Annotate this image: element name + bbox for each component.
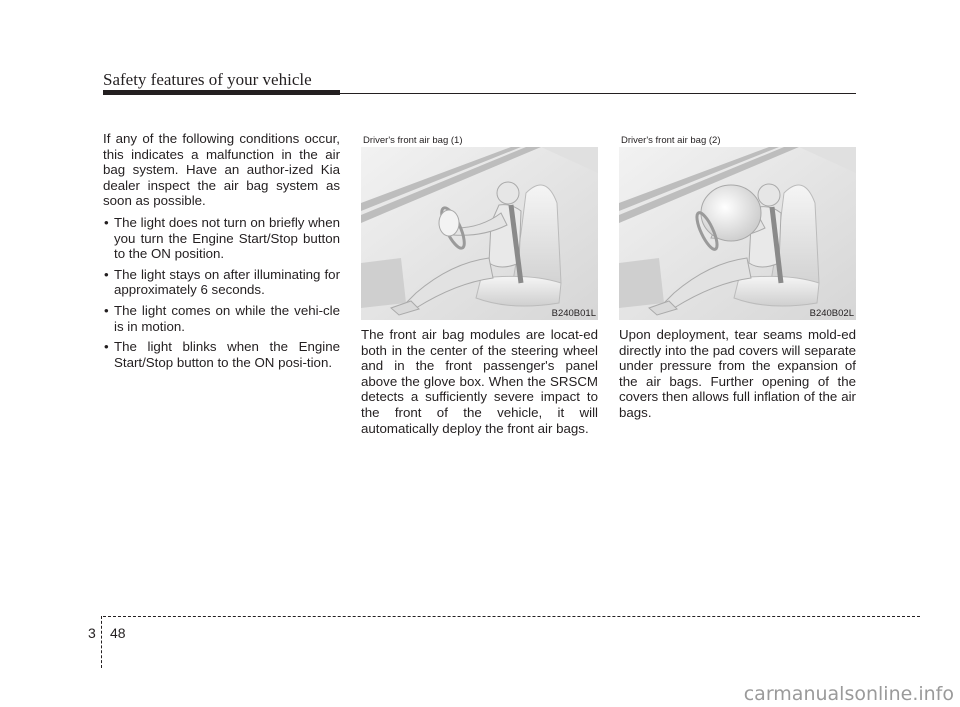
airbag-location-paragraph: The front air bag modules are locat-ed both in the center of the steering wheel and in the front passenger's panel above the glove box. When the SRSCM detects a sufficiently severe impact to the front of the vehicle, it will automatically deploy the front air bags. [361, 327, 598, 436]
watermark: carmanualsonline.info [743, 683, 954, 705]
airbag-illustration-1 [361, 133, 598, 320]
footer-rule [103, 616, 920, 617]
figure-code: B240B01L [551, 308, 596, 319]
list-item: • The light blinks when the Engine Start/Stop button to the ON posi-tion. [103, 339, 340, 370]
right-column [619, 327, 856, 427]
footer-vertical-rule [101, 616, 102, 668]
airbag-illustration-2 [619, 133, 856, 320]
page-number: 48 [110, 625, 126, 641]
header-rule [103, 93, 856, 94]
middle-column [361, 327, 598, 442]
list-item: • The light comes on while the vehi-cle is in motion. [103, 303, 340, 334]
page-header-title: Safety features of your vehicle [103, 70, 312, 89]
figure-code: B240B02L [809, 308, 854, 319]
figure-caption: Driver's front air bag (1) [363, 135, 463, 146]
figure-caption: Driver's front air bag (2) [621, 135, 721, 146]
figure-airbag-2 [619, 133, 856, 320]
chapter-number: 3 [88, 625, 96, 641]
airbag-deployment-paragraph: Upon deployment, tear seams mold-ed directly into the pad covers will separate under pressure from the expansion of the air bags. Further opening of the covers then allows full inflation of the air bags. [619, 327, 856, 420]
left-column [103, 131, 340, 375]
figure-airbag-1 [361, 133, 598, 320]
list-item: • The light does not turn on briefly when you turn the Engine Start/Stop button to the ON position. [103, 215, 340, 262]
list-item: • The light stays on after illuminating for approximately 6 seconds. [103, 267, 340, 298]
malfunction-list [103, 215, 340, 370]
intro-paragraph: If any of the following conditions occur, this indicates a malfunction in the air bag system. Have an author-ized Kia dealer inspect the air bag system as soon as possible. [103, 131, 340, 209]
